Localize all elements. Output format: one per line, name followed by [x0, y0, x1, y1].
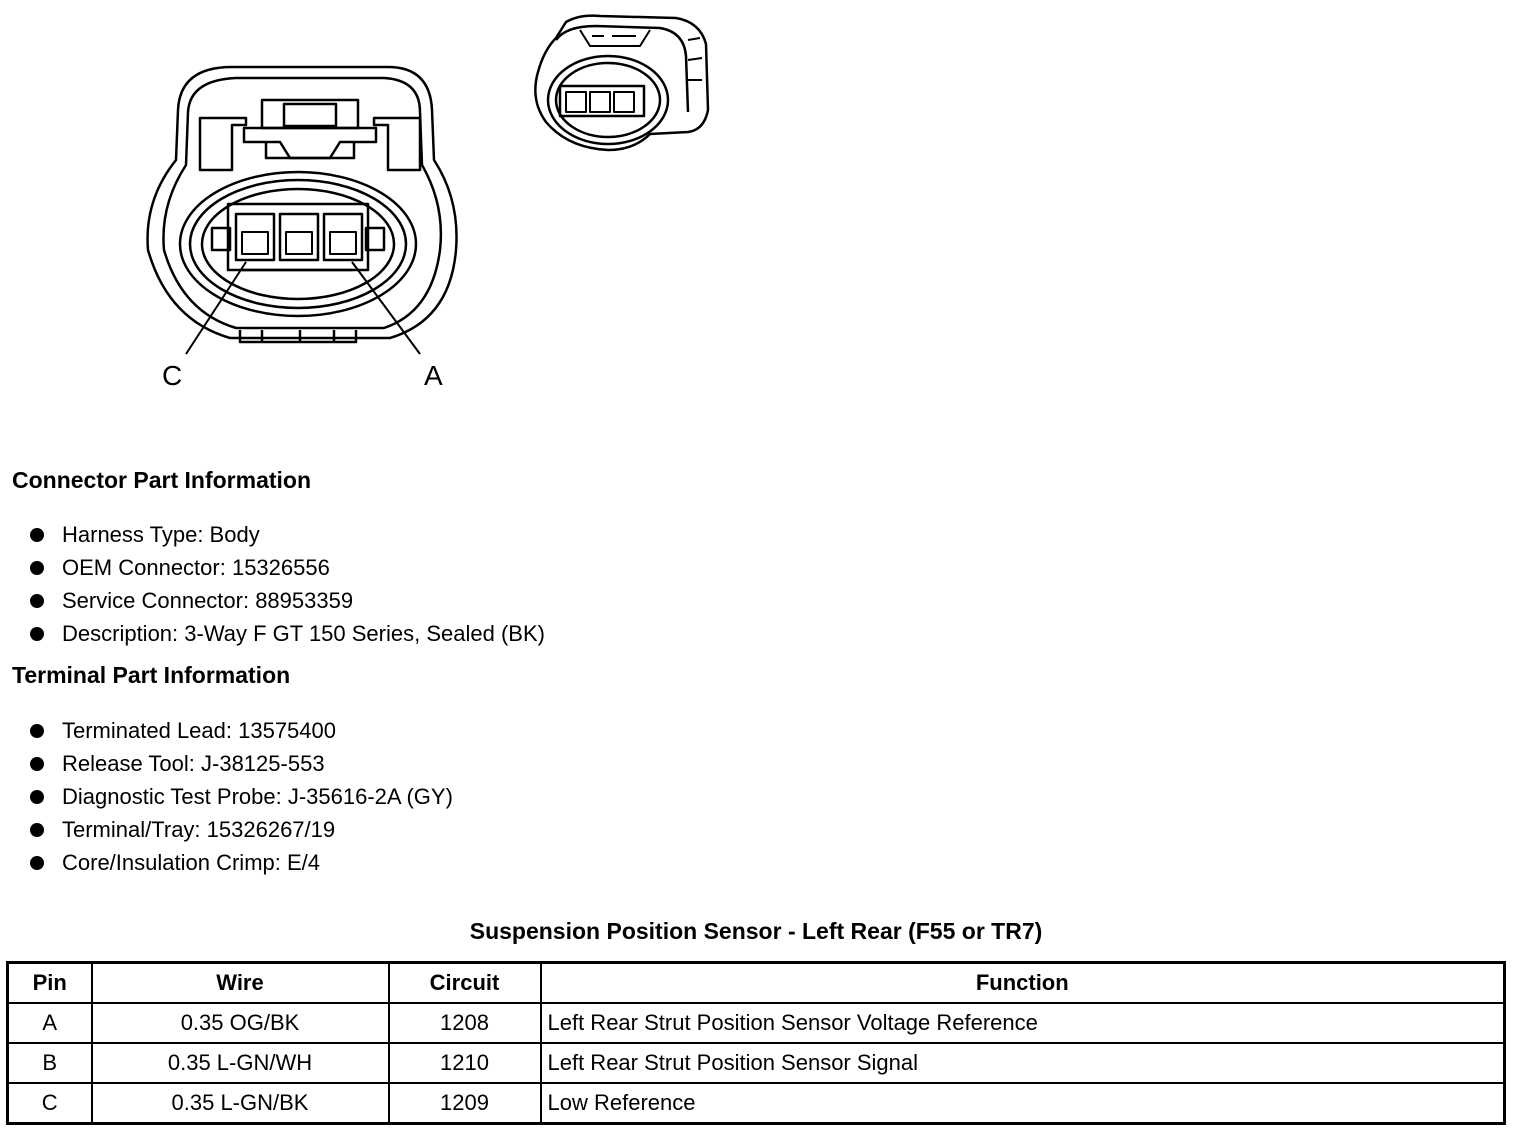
table-title: Suspension Position Sensor - Left Rear (F55 or TR7)	[469, 918, 1043, 944]
cell-wire: 0.35 OG/BK	[92, 1003, 389, 1043]
cell-circuit: 1208	[389, 1003, 541, 1043]
pinout-table	[6, 961, 1506, 1125]
list-item: Core/Insulation Crimp: E/4	[28, 846, 453, 879]
table-row	[8, 1083, 1505, 1124]
list-item: Terminal/Tray: 15326267/19	[28, 813, 453, 846]
pin-label-a: A	[424, 360, 443, 391]
connector-part-info-heading: Connector Part Information	[12, 467, 312, 493]
header-wire: Wire	[92, 963, 389, 1004]
cell-function: Left Rear Strut Position Sensor Voltage Reference	[541, 1003, 1505, 1043]
cell-function: Low Reference	[541, 1083, 1505, 1124]
header-circuit: Circuit	[389, 963, 541, 1004]
cell-pin: B	[8, 1043, 92, 1083]
list-item: Diagnostic Test Probe: J-35616-2A (GY)	[28, 780, 453, 813]
list-item: Description: 3-Way F GT 150 Series, Sealed (BK)	[28, 617, 545, 650]
cell-circuit: 1210	[389, 1043, 541, 1083]
terminal-part-info-heading: Terminal Part Information	[12, 662, 291, 688]
cell-circuit: 1209	[389, 1083, 541, 1124]
cell-function: Left Rear Strut Position Sensor Signal	[541, 1043, 1505, 1083]
cell-wire: 0.35 L-GN/WH	[92, 1043, 389, 1083]
list-item: Release Tool: J-38125-553	[28, 747, 453, 780]
cell-wire: 0.35 L-GN/BK	[92, 1083, 389, 1124]
list-item: Harness Type: Body	[28, 518, 545, 551]
table-row	[8, 1003, 1505, 1043]
connector-part-info-list	[28, 518, 545, 650]
cell-pin: C	[8, 1083, 92, 1124]
connector-drawing	[0, 0, 760, 420]
list-item: Terminated Lead: 13575400	[28, 714, 453, 747]
pin-label-c: C	[162, 360, 183, 391]
list-item: OEM Connector: 15326556	[28, 551, 545, 584]
list-item: Service Connector: 88953359	[28, 584, 545, 617]
table-row	[8, 1043, 1505, 1083]
table-header-row	[8, 963, 1505, 1004]
header-pin: Pin	[8, 963, 92, 1004]
header-function: Function	[541, 963, 1505, 1004]
terminal-part-info-list	[28, 714, 453, 879]
connector-figure	[0, 0, 760, 420]
cell-pin: A	[8, 1003, 92, 1043]
